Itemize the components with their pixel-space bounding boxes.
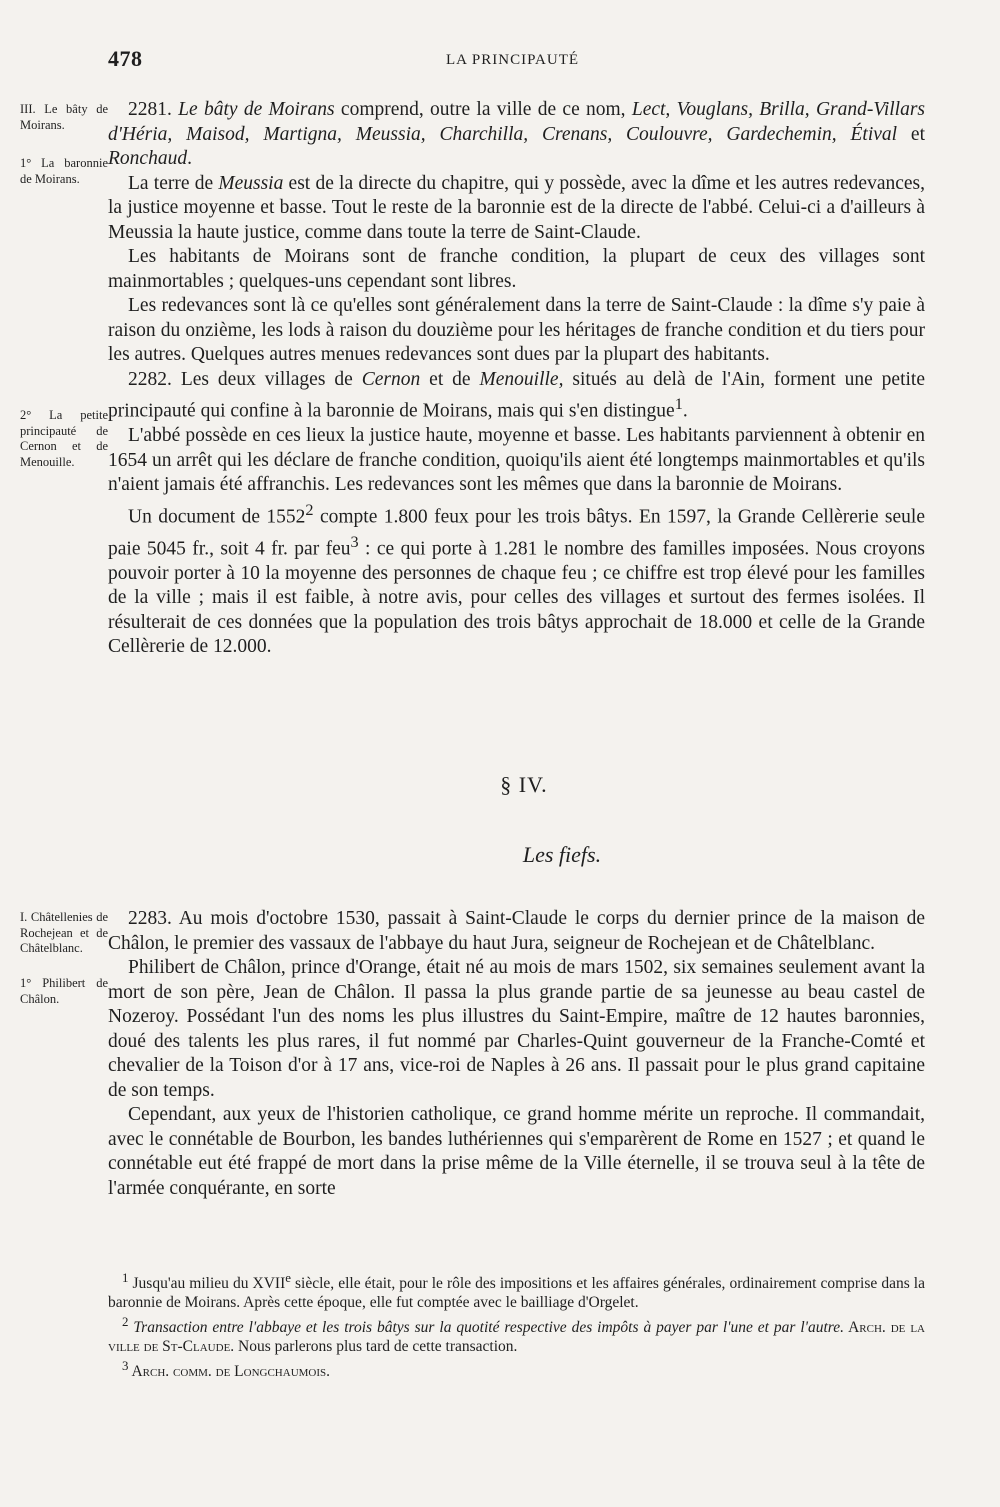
paragraph-number: 2283.: [128, 908, 172, 929]
paragraph-number: 2281.: [128, 99, 172, 120]
margin-note-baronnie: 1° La baronnie de Moirans.: [20, 156, 108, 186]
text-run: comprend, outre la ville de ce nom,: [334, 99, 632, 120]
text-run: La terre de: [128, 172, 219, 194]
superscript: e: [285, 1270, 291, 1285]
section-subheading: [0, 842, 1000, 868]
paragraph-meussia: [108, 172, 925, 246]
footnote-mark: 1: [122, 1270, 129, 1285]
margin-note-chatellenies: I. Châtellenies de Rochejean et de Châtelblanc.: [20, 910, 108, 955]
paragraph-philibert: Philibert de Châlon, prince d'Orange, était né au mois de mars 1502, six semaines seulement avant la mort de son père, Jean de Châlon. Il passa la plus grande partie de sa jeunesse au beau castel de Nozeroy. Possédant l'un des noms les plus illustres du Saint-Empire, maître de 12 hautes baronnies, doué des talents les plus rares, il fut nommé par Charles-Quint gouverneur de la Franche-Comté et chevalier de la Toison d'or à 17 ans, vice-roi de Naples à 26 ans. Il passait pour le plus grand capitaine de son temps.: [108, 957, 925, 1101]
paragraph-2283: [108, 907, 925, 956]
italic-term: Le bâty de Moirans: [178, 99, 335, 120]
paragraph-cependant: Cependant, aux yeux de l'historien catholique, ce grand homme mérite un reproche. Il commandait, avec le connétable de Bourbon, les bandes luthériennes qui s'emparèrent de Rome en 1527 ; et quand le connétable eut été frappé de mort dans la prise même de la Ville éternelle, il se trouva seul à la tête de l'armée conquérante, en sorte: [108, 1104, 925, 1199]
italic-place-names: Lect, Vouglans, Brilla, Grand-Villars d'Héria, Maisod, Martigna, Meussia, Charchilla, Crenans, Coulouvre, Gardechemin, Étival: [108, 99, 925, 145]
archive-ref: Arch. comm. de Longchaumois.: [128, 1363, 331, 1381]
text-run: .: [682, 400, 688, 422]
archive-ref: Arch. de la ville de St-Claude.: [108, 1319, 925, 1356]
section-title: § IV.: [500, 772, 548, 797]
paragraph-2281: [108, 98, 925, 172]
italic-title: Transaction entre l'abbaye et les trois bâtys sur la quotité respective des impôts à payer par l'une et par l'autre.: [128, 1319, 845, 1337]
paragraph-2282: [108, 368, 925, 425]
footnotes: [108, 1268, 925, 1381]
paragraph-abbe-justice: L'abbé possède en ces lieux la justice haute, moyenne et basse. Les habitants parviennent à obtenir en 1654 un arrêt qui les déclare de franche condition, quoiqu'ils aient été longtemps mainmortables et qu'ils n'aient jamais été affranchis. Les redevances sont les mêmes que dans la baronnie de Moirans.: [108, 425, 925, 495]
text-run: siècle, elle était, pour le rôle des impositions et les affaires générales, ordinairement comprise dans la baronnie de Moirans. Après cette époque, elle fut comptée avec le bailliage d'Orgelet.: [108, 1275, 925, 1312]
section-heading: [0, 772, 1000, 798]
paragraph-habitants: Les habitants de Moirans sont de franche condition, la plupart de ceux des villages sont mainmortables ; quelques-uns cependant sont libres.: [108, 246, 925, 292]
footnote-mark: 3: [122, 1358, 129, 1374]
body-text-bottom: [108, 907, 925, 1201]
italic-place-name: Meussia: [218, 172, 284, 194]
paragraph-document-1552: [108, 498, 925, 660]
text-run: est de la directe du chapitre, qui y possède, avec la dîme et les autres redevances, la justice moyenne et basse. Tout le reste de la baronnie est de la directe de l'abbé. Celui-ci a d'ailleurs à Meussia la haute justice, comme dans toute la terre de Saint-Claude.: [108, 172, 926, 243]
paragraph-redevances: Les redevances sont là ce qu'elles sont généralement dans la terre de Saint-Claude : la dîme s'y paie à raison du onzième, les lods à raison du douzième pour les héritages de franche condition et du tiers pour les autres. Quelques autres menues redevances sont dues par la plupart des habitants.: [108, 295, 925, 365]
margin-note-principaute: 2° La petite principauté de Cernon et de Menouille.: [20, 408, 108, 469]
page-number: 478: [108, 46, 143, 71]
footnote-ref: 1: [674, 395, 683, 413]
footnote-2: [108, 1312, 925, 1356]
text-run: Nous parlerons plus tard de cette transaction.: [234, 1338, 518, 1356]
margin-note-bate-moirans: III. Le bâty de Moirans.: [20, 102, 108, 132]
running-title: LA PRINCIPAUTÉ: [446, 52, 580, 68]
text-run: Au mois d'octobre 1530, passait à Saint-Claude le corps du dernier prince de la maison de Châlon, le premier des vassaux de l'abbaye du haut Jura, seigneur de Rochejean et de Châtelblanc.: [108, 908, 925, 954]
margin-note-philibert: 1° Philibert de Châlon.: [20, 976, 108, 1006]
text-run: Les deux villages de: [171, 368, 362, 390]
text-run: compte 1.800 feux pour les trois bâtys. En 1597, la Grande Cellèrerie seule paie 5045 fr., soit 4 fr. par feu: [108, 506, 925, 559]
text-run: Jusqu'au milieu du XVII: [128, 1275, 286, 1293]
paragraph-number: 2282.: [128, 368, 172, 390]
italic-place-name: Cernon: [361, 368, 421, 390]
text-run: .: [187, 148, 192, 169]
footnote-ref: 3: [350, 532, 359, 551]
text-run: : ce qui porte à 1.281 le nombre des familles imposées. Nous croyons pouvoir porter à 10 la moyenne des personnes de chaque feu ; ce chiffre est trop élevé pour les familles de la ville ; mais il est faible, à notre avis, pour celles des villages et surtout des fermes isolées. Il résulterait de ces données que la population des trois bâtys approchait de 18.000 et celle de la Grande Cellèrerie de 12.000.: [108, 538, 925, 657]
section-subtitle: Les fiefs.: [522, 842, 602, 867]
footnote-ref: 2: [305, 500, 314, 519]
italic-place-name: Ronchaud: [108, 148, 188, 169]
text-run: Un document de 1552: [128, 506, 306, 527]
italic-place-name: Menouille,: [479, 368, 564, 390]
text-run: et: [897, 123, 925, 145]
footnote-mark: 2: [122, 1314, 129, 1330]
footnote-3: [108, 1356, 925, 1381]
body-text-top: [108, 98, 925, 660]
text-run: et de: [420, 368, 480, 390]
text-run: situés au delà de l'Ain, forment une petite principauté qui confine à la baronnie de Moirans, mais qui s'en distingue: [108, 368, 925, 422]
footnote-1: [108, 1268, 925, 1312]
